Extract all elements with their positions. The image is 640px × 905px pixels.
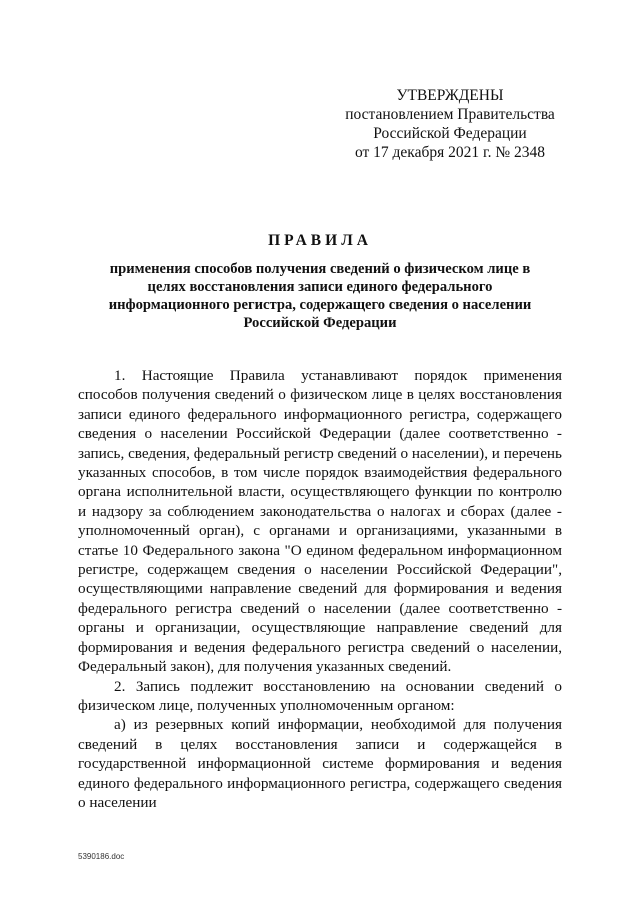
approval-date-number: от 17 декабря 2021 г. № 2348 [354, 144, 546, 161]
document-title: ПРАВИЛА [268, 232, 372, 249]
approval-heading: УТВЕРЖДЕНЫ [396, 87, 504, 104]
document-subtitle: применения способов получения сведений о физическом лице в целях восстановления записи единого федерального информационного регистра, содержащего сведения о населении Российской Федерации [108, 261, 532, 331]
approval-country: Российской Федерации [373, 125, 527, 142]
paragraph-1: 1. Настоящие Правила устанавливают порядок применения способов получения сведений о физическом лице в целях восстановления записи единого федерального информационного регистра, содержащего сведения о населении Российской Федерации (далее соответственно - запись, сведения, федеральный регистр сведений о населении), и перечень указанных способов, в том числе порядок взаимодействия федерального органа исполнительной власти, осуществляющего функции по контролю и надзору за соблюдением законодательства о налогах и сборах (далее - уполномоченный орган), с органами и организациями, указанными в статье 10 Федерального закона "О едином федеральном информационном регистре, содержащем сведения о населении Российской Федерации", осуществляющими направление сведений для формирования и ведения федерального регистра сведений о населении (далее соответственно - органы и организации, осуществляющие направление сведений для формирования и ведения федерального регистра сведений о населении, Федеральный закон), для получения указанных сведений. [78, 367, 562, 676]
file-name: 5390186.doc [78, 852, 125, 861]
approval-stamp [330, 86, 570, 162]
paragraph-2a: а) из резервных копий информации, необходимой для получения сведений в целях восстановления записи и содержащейся в государственной информационной системе формирования и ведения единого федерального информационного регистра, содержащего сведения о населении [78, 716, 562, 811]
approval-authority: постановлением Правительства [345, 106, 555, 123]
document-body [78, 366, 562, 812]
paragraph-2: 2. Запись подлежит восстановлению на основании сведений о физическом лице, полученных уполномоченным органом: [78, 677, 562, 714]
